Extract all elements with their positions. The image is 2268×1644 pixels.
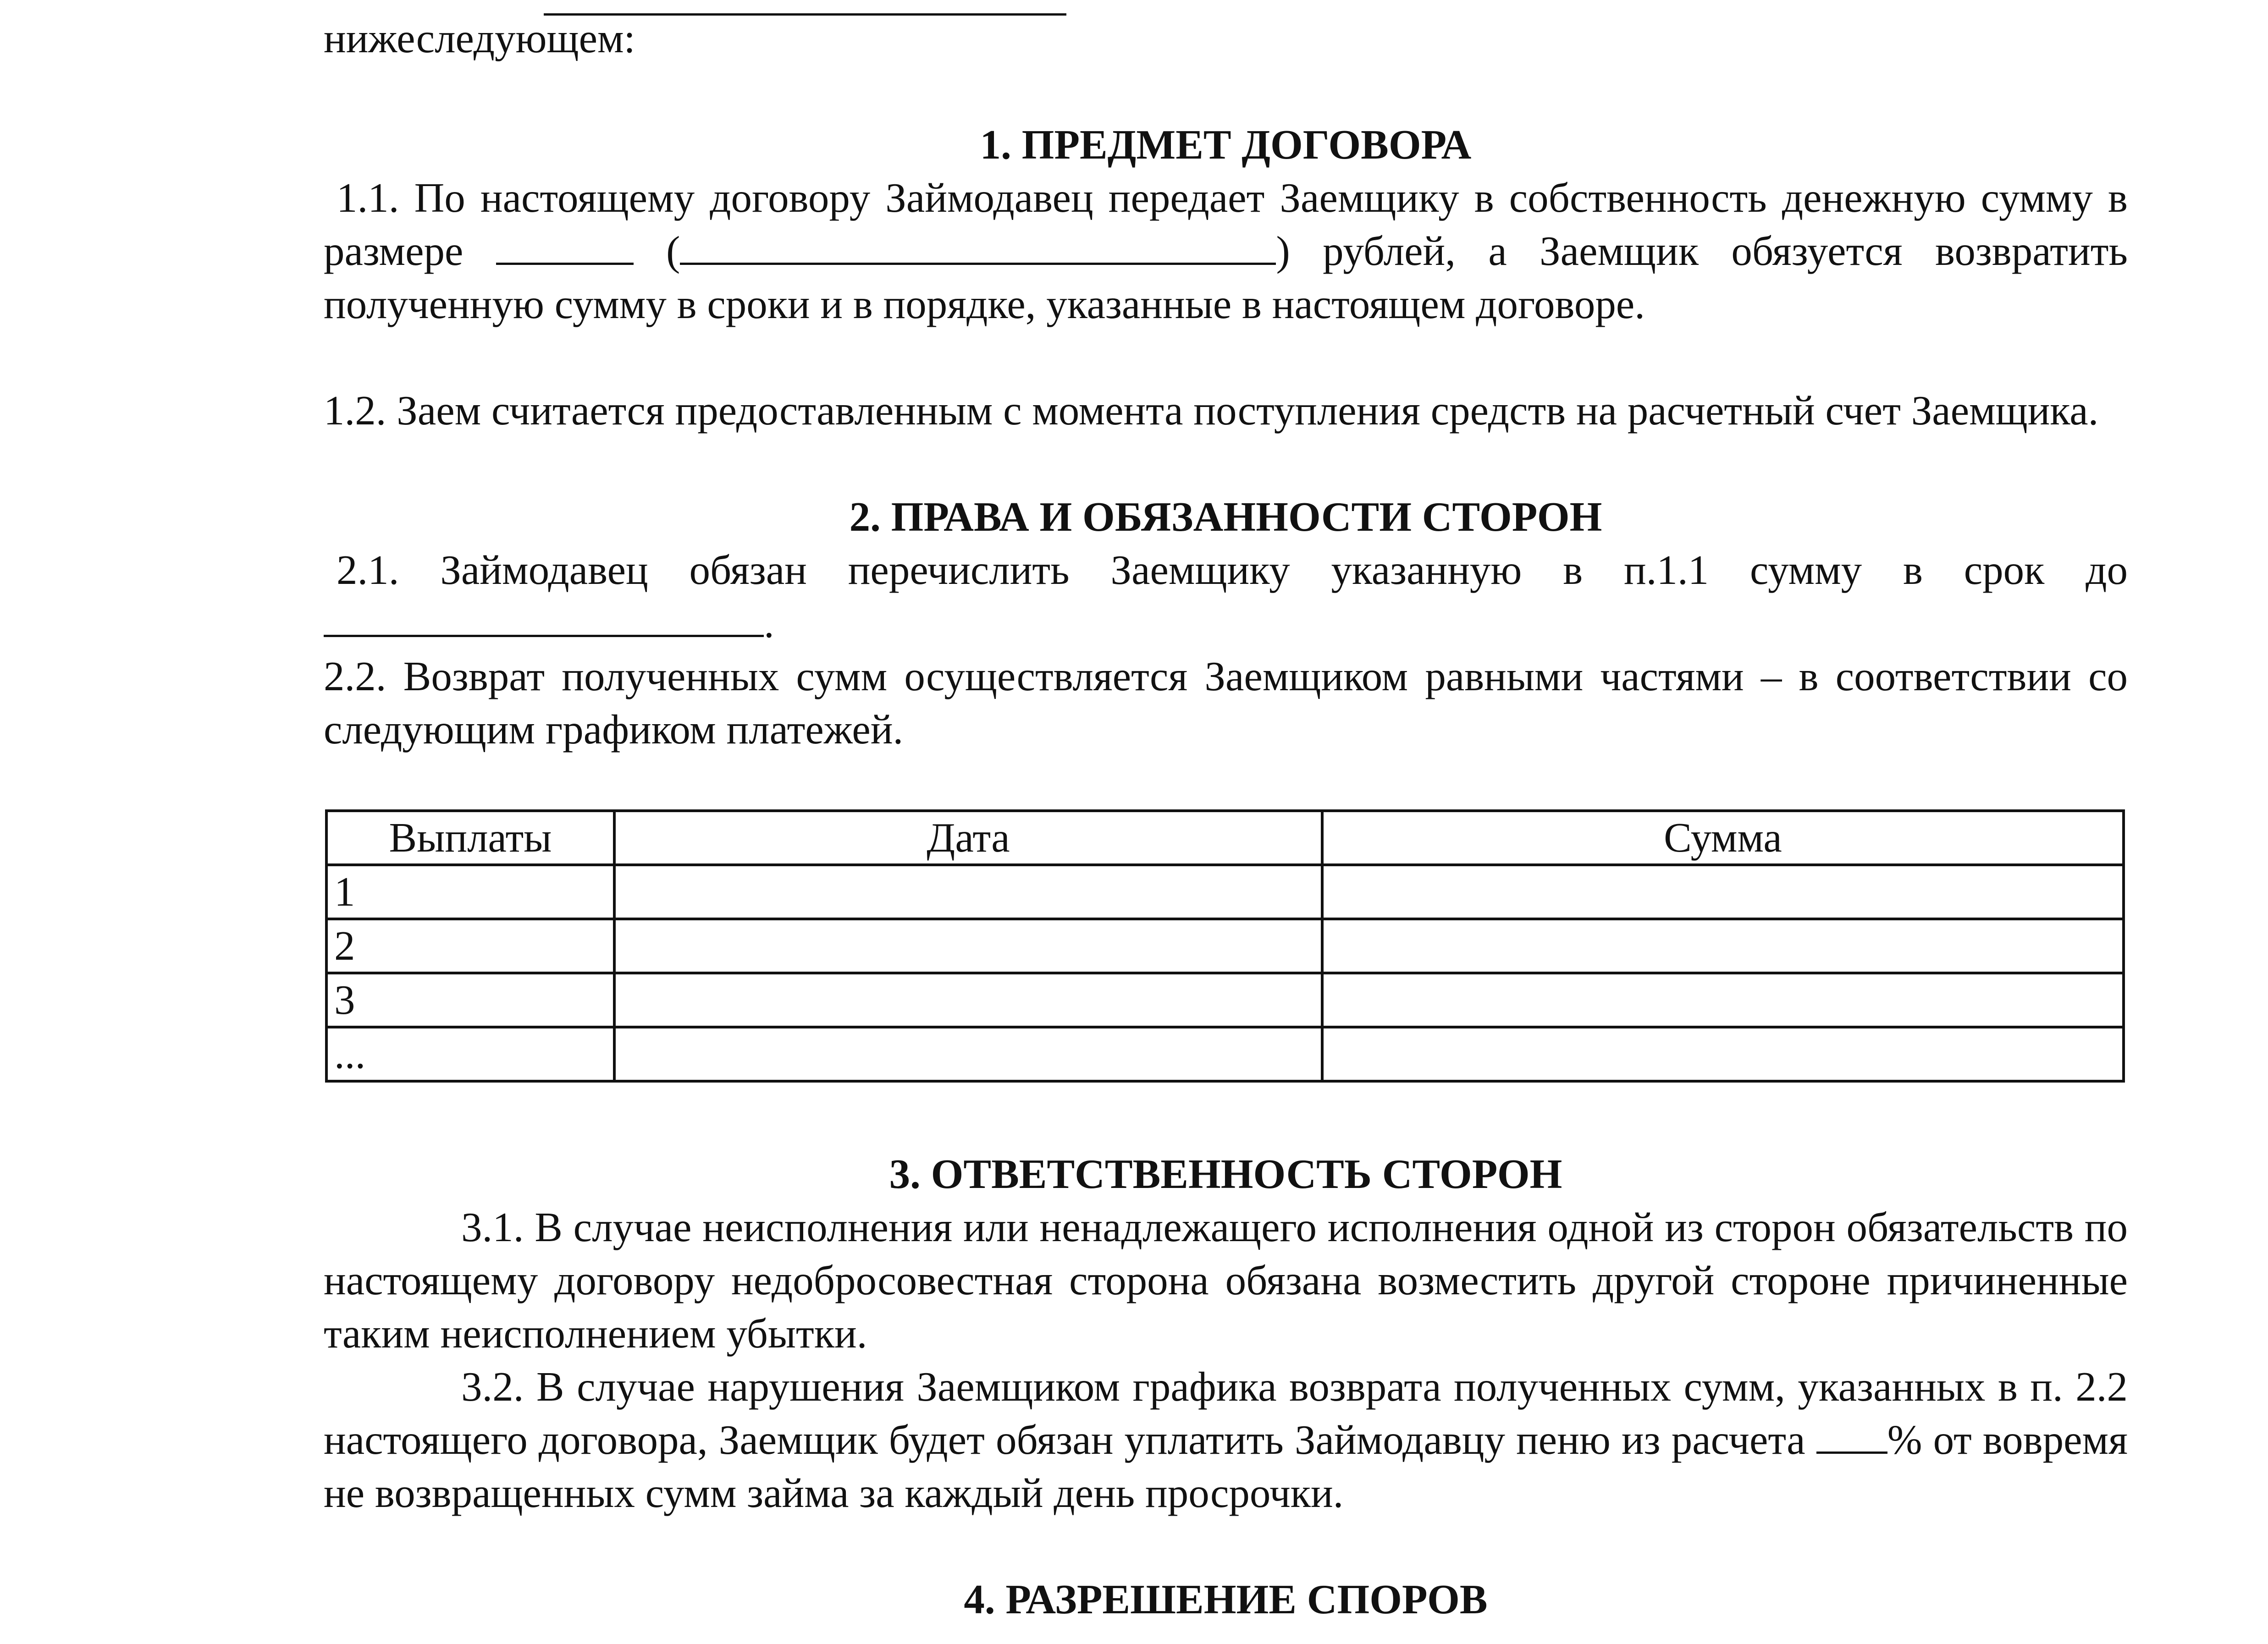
table-row <box>326 865 2124 919</box>
clause-3-2 <box>324 1360 2128 1520</box>
section-3-heading: 3. ОТВЕТСТВЕННОСТЬ СТОРОН <box>889 1151 1562 1197</box>
payment-date <box>614 973 1322 1027</box>
clause-1-1-text-c: ) рублей, а Заемщик обязуется возвратить полученную сумму в сроки и в порядке, указанные в настоящем договоре. <box>324 228 2128 327</box>
clause-1-2: 1.2. Заем считается предоставленным с момента поступления средств на расчетный счет Заемщика. <box>324 387 2099 434</box>
table-header-row <box>326 811 2124 865</box>
deadline-blank <box>324 597 764 637</box>
clause-3-1: 3.1. В случае неисполнения или ненадлежащего исполнения одной из сторон обязательств по настоящему договору недобросовестная сторона обязана возместить другой стороне причиненные таким неисполнением убытки. <box>324 1204 2128 1357</box>
table-row <box>326 1027 2124 1081</box>
section-2-heading: 2. ПРАВА И ОБЯЗАННОСТИ СТОРОН <box>849 494 1602 540</box>
clause-1-1 <box>324 171 2128 331</box>
payment-date <box>614 865 1322 919</box>
clause-3-2-text-a: 3.2. В случае нарушения Заемщиком графика возврата полученных сумм, указанных в п. 2.2 настоящего договора, Заемщик будет обязан уплатить Займодавцу пеню из расчета <box>324 1364 2128 1463</box>
payment-amount <box>1322 973 2124 1027</box>
payment-amount <box>1322 1027 2124 1081</box>
payment-date <box>614 919 1322 973</box>
section-4-heading: 4. РАЗРЕШЕНИЕ СПОРОВ <box>964 1576 1488 1622</box>
document-page <box>324 0 2128 1644</box>
table-row <box>326 919 2124 973</box>
payment-amount <box>1322 919 2124 973</box>
payment-number: ... <box>326 1027 614 1081</box>
section-1-heading: 1. ПРЕДМЕТ ДОГОВОРА <box>980 121 1472 168</box>
clause-2-1 <box>324 544 2128 650</box>
payment-amount <box>1322 865 2124 919</box>
clause-2-1-text: 2.1. Займодавец обязан перечислить Заемщику указанную в п.1.1 сумму в срок до <box>337 547 2128 593</box>
table-row <box>326 973 2124 1027</box>
clause-2-1-end: . <box>764 600 774 646</box>
payment-number: 2 <box>326 919 614 973</box>
payment-number: 1 <box>326 865 614 919</box>
amount-words-blank <box>680 225 1276 265</box>
clause-1-1-text-a: 1.1. По настоящему договору Займодавец передает Заемщику в собственность денежную сумму в размере <box>324 175 2128 274</box>
header-amount: Сумма <box>1322 811 2124 865</box>
clause-3-2-text-b: % от вовремя не возвращенных сумм займа за каждый день просрочки. <box>324 1417 2128 1516</box>
header-payments: Выплаты <box>326 811 614 865</box>
clause-1-1-text-b: ( <box>666 228 680 274</box>
payment-date <box>614 1027 1322 1081</box>
clause-2-2: 2.2. Возврат полученных сумм осуществляется Заемщиком равными частями – в соответствии со следующим графиком платежей. <box>324 653 2128 753</box>
payment-schedule-table <box>325 809 2125 1083</box>
amount-blank <box>496 225 634 265</box>
intro-end: нижеследующем: <box>324 15 635 61</box>
percent-blank <box>1816 1414 1887 1454</box>
payment-number: 3 <box>326 973 614 1027</box>
header-date: Дата <box>614 811 1322 865</box>
